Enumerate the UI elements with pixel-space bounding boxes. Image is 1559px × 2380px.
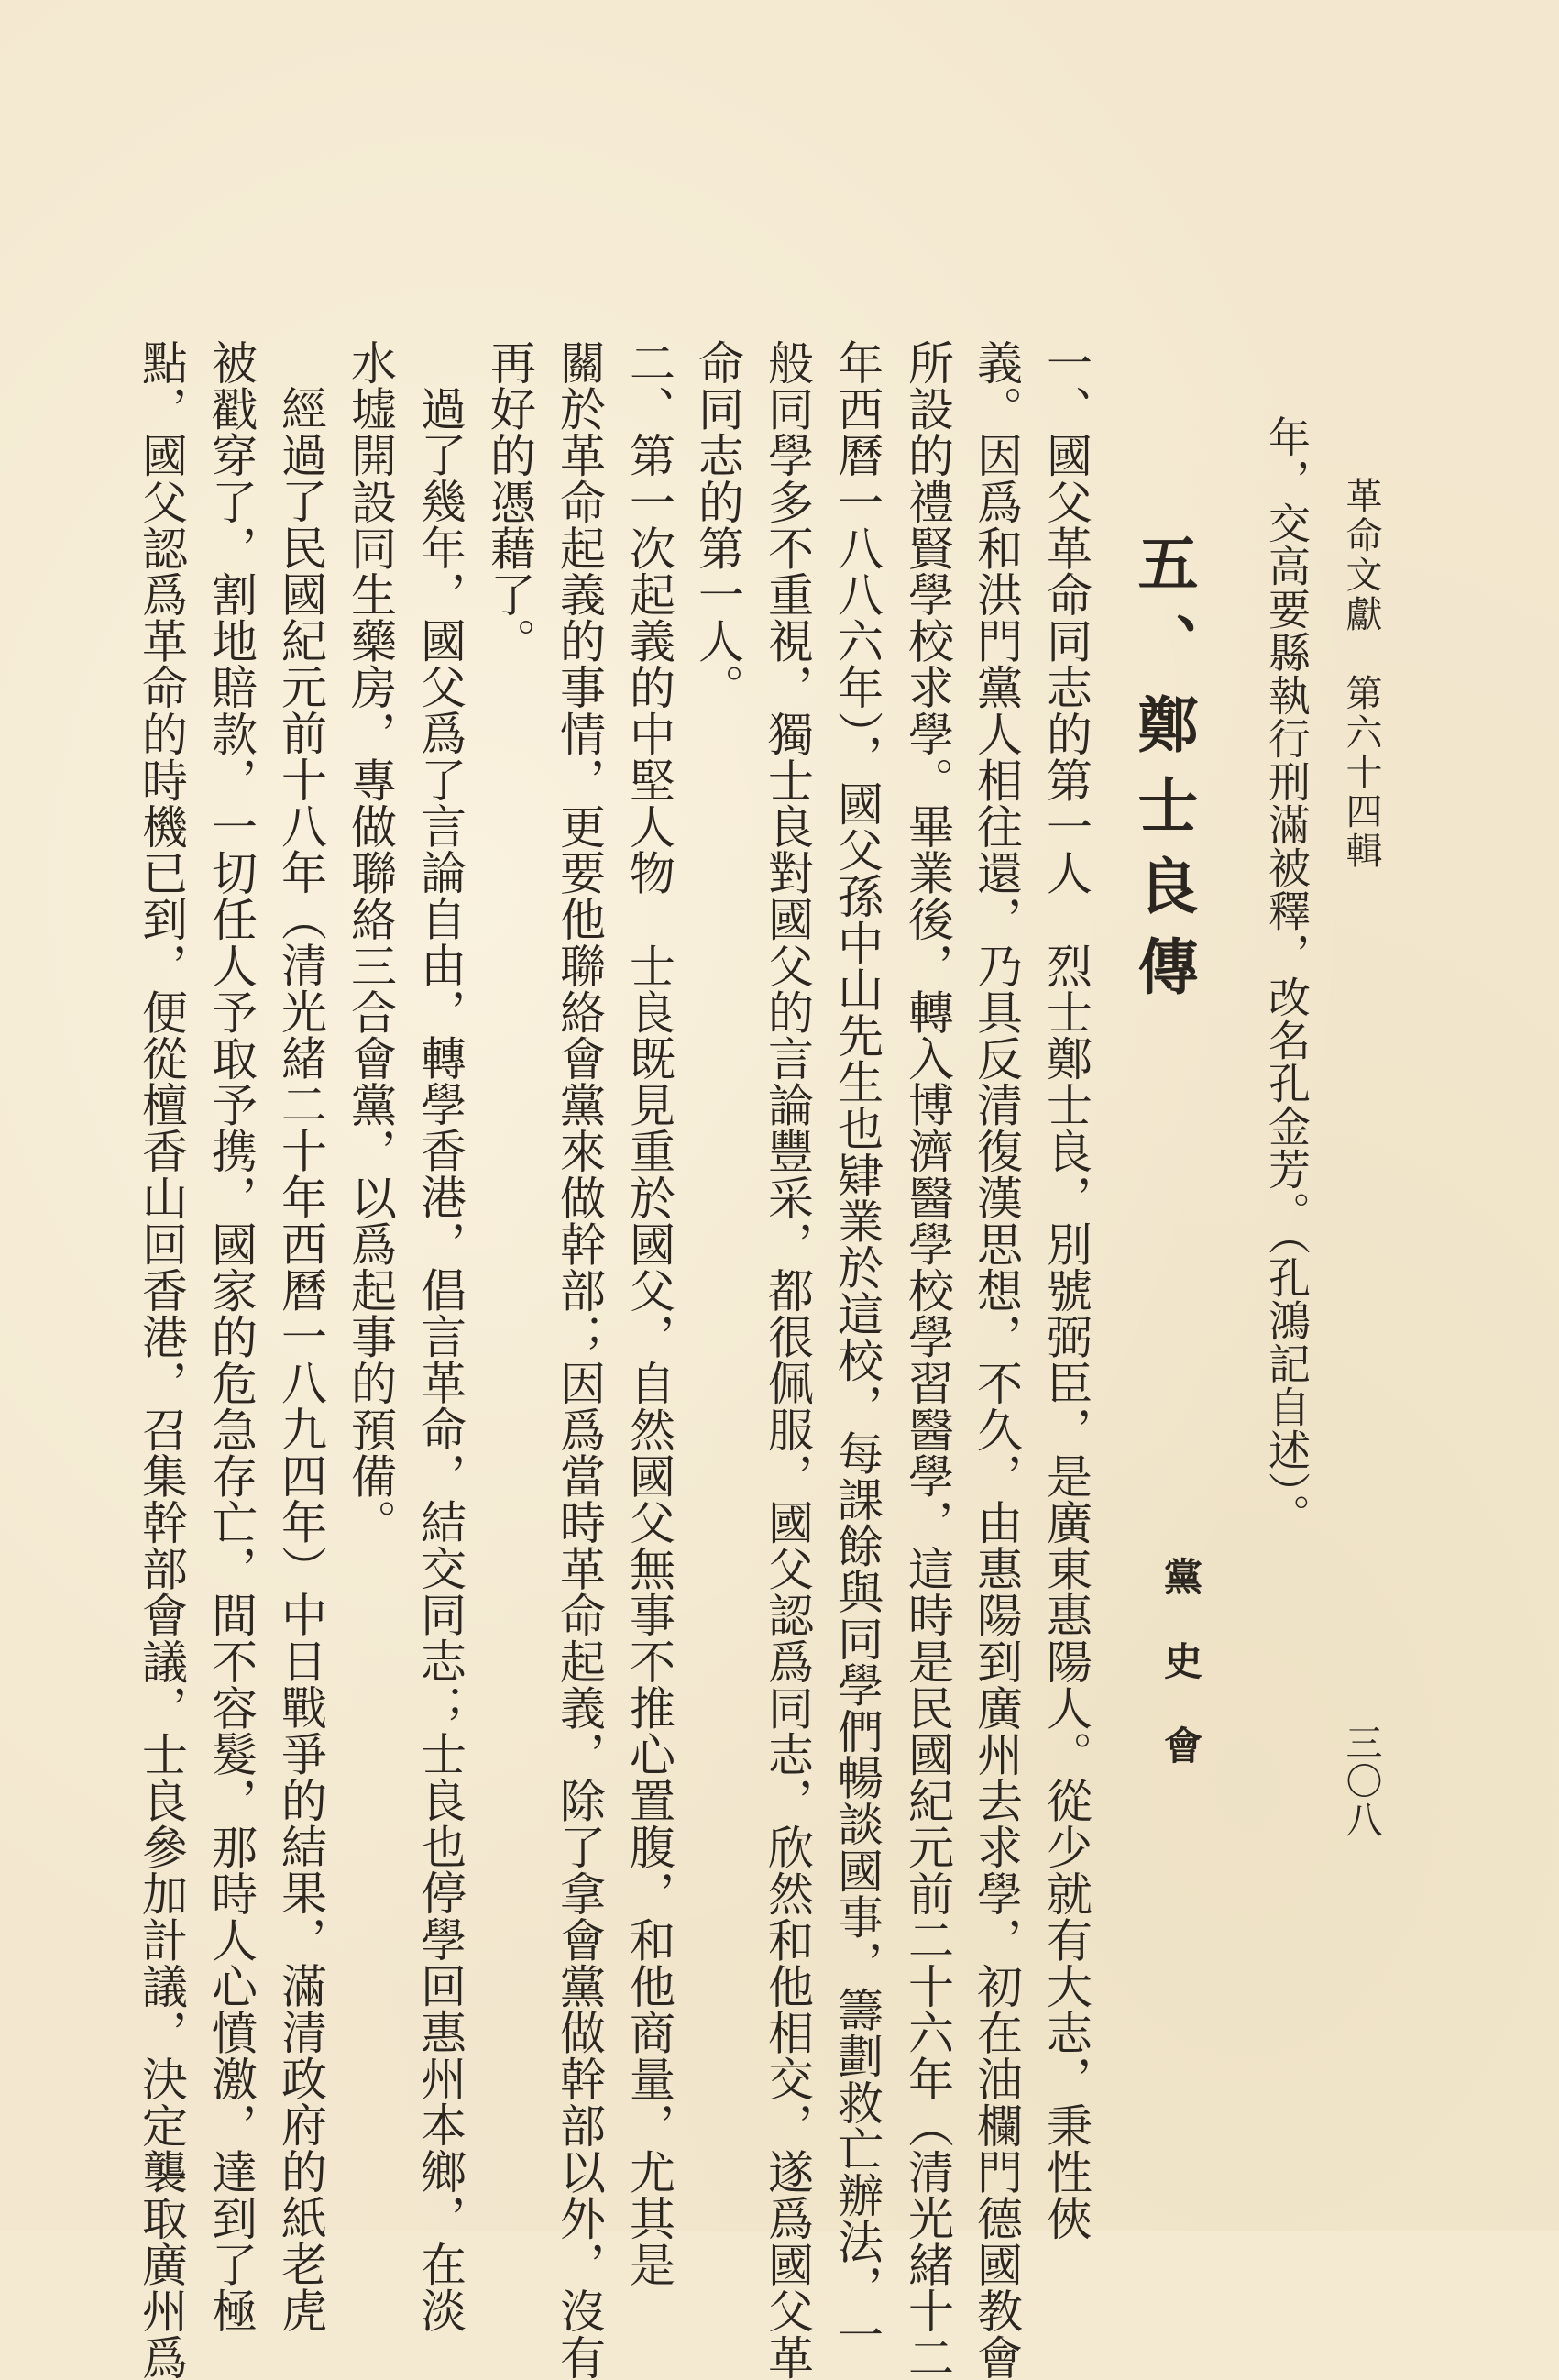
author-char: 黨 [1164,1555,1203,1600]
body-column: 義。因爲和洪門黨人相往還，乃具反清復漢思想，不久，由惠陽到廣州去求學，初在油欄門德國教會 [970,339,1023,2380]
body-column: 所設的禮賢學校求學。畢業後，轉入博濟醫學校學習醫學，這時是民國紀元前二十六年（清光緒十二 [901,339,954,2380]
body-column: 水墟開設同生藥房，專做聯絡三合會黨，以爲起事的預備。 [344,339,397,1546]
article-title: 五、鄭士良傳 [1127,532,1199,1016]
running-head-publication: 革命文獻 第六十四輯 [1340,477,1382,871]
body-column: 點，國父認爲革命的時機已到，便從檀香山回香港，召集幹部會議，士良參加計議，決定襲取廣州爲 [135,339,188,2380]
previous-article-tail: 年，交高要縣執行刑滿被釋，改名孔金芳。（孔鴻記自述）。 [1262,415,1312,1537]
body-column: 般同學多不重視，獨士良對國父的言論豐采，都很佩服，國父認爲同志，欣然和他相交，遂爲國父革 [761,339,814,2380]
body-column: 二、第一次起義的中堅人物 士良既見重於國父，自然國父無事不推心置腹，和他商量，尤其是 [622,339,675,2288]
body-column: 被戳穿了，割地賠款，一切任人予取予携，國家的危急存亡，間不容髮，那時人心憤激，達到了極 [204,339,258,2334]
body-column: 關於革命起義的事情，更要他聯絡會黨來做幹部；因爲當時革命起義，除了拿會黨做幹部以外，沒有 [553,339,606,2380]
author-char: 會 [1164,1724,1203,1768]
body-column: 年西曆一八八六年），國父孫中山先生也肄業於這校，每課餘與同學們暢談國事，籌劃救亡辦法，一 [830,339,884,2358]
body-column: 再好的憑藉了。 [483,339,536,665]
page-number: 三〇八 [1340,1724,1382,1839]
body-column: 過了幾年，國父爲了言論自由，轉學香港，倡言革命，結交同志；士良也停學回惠州本鄉，在淡 [413,385,467,2334]
author-char: 史 [1164,1639,1203,1684]
body-column: 一、國父革命同志的第一人 烈士鄭士良，別號弼臣，是廣東惠陽人。從少就有大志，秉性俠 [1039,339,1092,2242]
body-column: 命同志的第一人。 [691,339,744,711]
article-author [1164,1555,1203,1768]
body-column: 經過了民國紀元前十八年（清光緒二十年西曆一八九四年）中日戰爭的結果，滿清政府的紙老虎 [274,385,327,2334]
